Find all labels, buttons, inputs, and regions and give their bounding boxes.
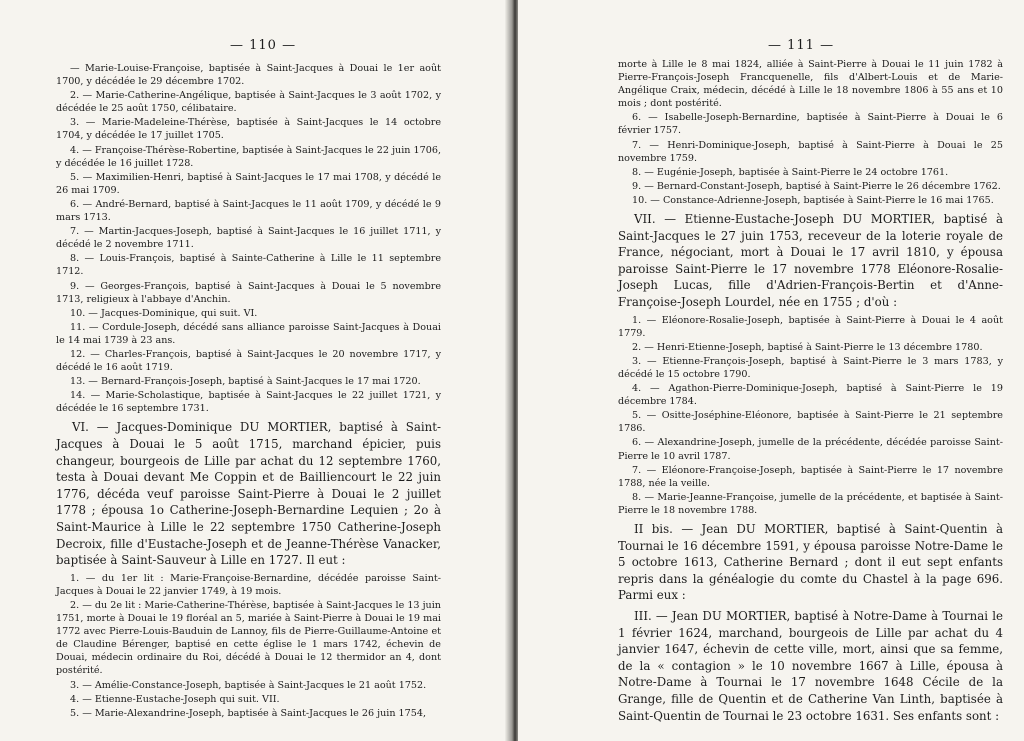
list-item: 4. — Françoise-Thérèse-Robertine, baptisée à Saint-Jacques le 22 juin 1706, y décédée le 16 juillet 1728. — [56, 144, 441, 169]
list-item: 4. — Etienne-Eustache-Joseph qui suit. VII. — [70, 693, 280, 705]
list-item: 13. — Bernard-François-Joseph, baptisé à Saint-Jacques le 17 mai 1720. — [70, 376, 421, 388]
list-item: 2. — Henri-Etienne-Joseph, baptisé à Saint-Pierre le 13 décembre 1780. — [632, 341, 983, 353]
list-item: 1. — du 1er lit : Marie-Françoise-Bernardine, décédée paroisse Saint-Jacques à Douai le 22 janvier 1749, à 19 mois. — [56, 572, 441, 597]
list-item: 3. — Marie-Madeleine-Thérèse, baptisée à Saint-Jacques le 14 octobre 1704, y décédée le 17 juillet 1705. — [56, 117, 441, 142]
list-item: 3. — Etienne-François-Joseph, baptisé à Saint-Pierre le 3 mars 1783, y décédé le 15 octobre 1790. — [618, 355, 1003, 380]
section-ii-bis: II bis. — Jean DU MORTIER, baptisé à Saint-Quentin à Tournai le 16 décembre 1591, y épousa paroisse Notre-Dame le 5 octobre 1613, Catherine Bernard ; dont il eut sept enfants repris dans la généalogie du comte du Chastel à la page 696. Parmi eux : — [618, 522, 1003, 603]
list-item: 8. — Eugénie-Joseph, baptisée à Saint-Pierre le 24 octobre 1761. — [632, 166, 949, 178]
list-item: 5. — Maximilien-Henri, baptisé à Saint-Jacques le 17 mai 1708, y décédé le 26 mai 1709. — [56, 171, 441, 196]
right-page-text — [618, 58, 1003, 727]
right-page — [518, 0, 1024, 741]
left-page-text — [56, 62, 441, 721]
list-item: 7. — Henri-Dominique-Joseph, baptisé à Saint-Pierre à Douai le 25 novembre 1759. — [618, 139, 1003, 164]
list-item: 6. — Isabelle-Joseph-Bernardine, baptisée à Saint-Pierre à Douai le 6 février 1757. — [618, 112, 1003, 137]
list-item: 4. — Agathon-Pierre-Dominique-Joseph, baptisé à Saint-Pierre le 19 décembre 1784. — [618, 383, 1003, 408]
list-item: 8. — Marie-Jeanne-Françoise, jumelle de la précédente, et baptisée à Saint-Pierre le 18 novembre 1788. — [618, 491, 1003, 516]
list-item: 6. — André-Bernard, baptisé à Saint-Jacques le 11 août 1709, y décédé le 9 mars 1713. — [56, 198, 441, 224]
list-item: 5. — Ositte-Joséphine-Eléonore, baptisée à Saint-Pierre le 21 septembre 1786. — [618, 410, 1003, 435]
list-item: 7. — Martin-Jacques-Joseph, baptisé à Saint-Jacques le 16 juillet 1711, y décédé le 2 novembre 1711. — [56, 226, 441, 251]
list-item: 5. — Marie-Alexandrine-Joseph, baptisée à Saint-Jacques le 26 juin 1754, — [70, 707, 427, 719]
list-item: 9. — Georges-François, baptisé à Saint-Jacques à Douai le 5 novembre 1713, religieux à l'abbaye d'Anchin. — [56, 280, 441, 305]
right-page-number: — 111 — — [768, 38, 835, 53]
list-item: 2. — Marie-Catherine-Angélique, baptisée à Saint-Jacques le 3 août 1702, y décédée le 25 août 1750, célibataire. — [56, 90, 441, 115]
list-item: 12. — Charles-François, baptisé à Saint-Jacques le 20 novembre 1717, y décédé le 16 août 1719. — [56, 348, 441, 374]
list-item: 11. — Cordule-Joseph, décédé sans alliance paroisse Saint-Jacques à Douai le 14 mai 1739 à 23 ans. — [56, 321, 441, 346]
section-iii: III. — Jean DU MORTIER, baptisé à Notre-Dame à Tournai le 1 février 1624, marchand, bourgeois de Lille par achat du 4 janvier 1647, échevin de cette ville, mort, ainsi que sa femme, de la « contagion » le 10 novembre 1667 à Lille, épousa à Notre-Dame à Tournai le 17 novembre 1648 Cécile de la Grange, fille de Quentin et de Catherine Van Linth, baptisée à Saint-Quentin de Tournai le 23 octobre 1631. Ses enfants sont : — [618, 608, 1003, 723]
list-item: 8. — Louis-François, baptisé à Sainte-Catherine à Lille le 11 septembre 1712. — [56, 253, 441, 278]
left-page-number: — 110 — — [230, 38, 297, 53]
section-vi: VI. — Jacques-Dominique DU MORTIER, baptisé à Saint-Jacques à Douai le 5 août 1715, marchand épicier, puis changeur, bourgeois de Lille par achat du 12 septembre 1760, testa à Douai devant Me Coppin et de Bailliencourt le 22 juin 1776, décéda veuf paroisse Saint-Pierre à Douai le 2 juillet 1778 ; épousa 1o Catherine-Joseph-Bernardine Lequien ; 2o à Saint-Maurice à Lille le 22 septembre 1750 Catherine-Joseph Decroix, fille d'Eustache-Joseph et de Jeanne-Thérèse Vanacker, baptisée à Saint-Sauveur à Lille en 1727. Il eut : — [56, 420, 441, 568]
list-item: — Marie-Louise-Françoise, baptisée à Saint-Jacques à Douai le 1er août 1700, y décédée le 29 décembre 1702. — [56, 63, 441, 88]
list-item: 3. — Amélie-Constance-Joseph, baptisée à Saint-Jacques le 21 août 1752. — [70, 679, 427, 691]
list-item: 6. — Alexandrine-Joseph, jumelle de la précédente, décédée paroisse Saint-Pierre le 10 avril 1787. — [618, 437, 1003, 462]
list-item: 1. — Eléonore-Rosalie-Joseph, baptisée à Saint-Pierre à Douai le 4 août 1779. — [618, 314, 1003, 339]
list-item: 10. — Jacques-Dominique, qui suit. VI. — [70, 307, 258, 319]
continuation-text: morte à Lille le 8 mai 1824, alliée à Saint-Pierre à Douai le 11 juin 1782 à Pierre-François-Joseph Francquenelle, fils d'Albert-Louis et de Marie-Angélique Craix, médecin, décédé à Lille le 18 novembre 1806 à 55 ans et 10 mois ; dont postérité. — [618, 59, 1003, 110]
section-vii: VII. — Etienne-Eustache-Joseph DU MORTIER, baptisé à Saint-Jacques le 27 juin 1753, receveur de la loterie royale de France, négociant, mort à Douai le 17 avril 1810, y épousa paroisse Saint-Pierre le 17 novembre 1778 Eléonore-Rosalie-Joseph Lucas, fille d'Adrien-François-Bertin et d'Anne-Françoise-Joseph Lourdel, née en 1755 ; d'où : — [618, 212, 1003, 309]
list-item: 14. — Marie-Scholastique, baptisée à Saint-Jacques le 22 juillet 1721, y décédée le 16 septembre 1731. — [56, 390, 441, 415]
list-item: 10. — Constance-Adrienne-Joseph, baptisée à Saint-Pierre le 16 mai 1765. — [632, 194, 994, 206]
list-item: 9. — Bernard-Constant-Joseph, baptisé à Saint-Pierre le 26 décembre 1762. — [632, 180, 1001, 192]
list-item: 2. — du 2e lit : Marie-Catherine-Thérèse, baptisée à Saint-Jacques le 13 juin 1751, morte à Douai le 19 floréal an 5, mariée à Saint-Pierre à Douai le 19 mai 1772 avec Pierre-Louis-Bauduin de Lannoy, fils de Pierre-Guillaume-Antoine et de Claudine Bérenger, baptisé en cette église le 1 mars 1742, échevin de Douai, médecin ordinaire du Roi, décédé à Douai le 12 thermidor an 4, dont postérité. — [56, 599, 441, 677]
list-item: 7. — Eléonore-Françoise-Joseph, baptisée à Saint-Pierre le 17 novembre 1788, née la veille. — [618, 464, 1003, 489]
